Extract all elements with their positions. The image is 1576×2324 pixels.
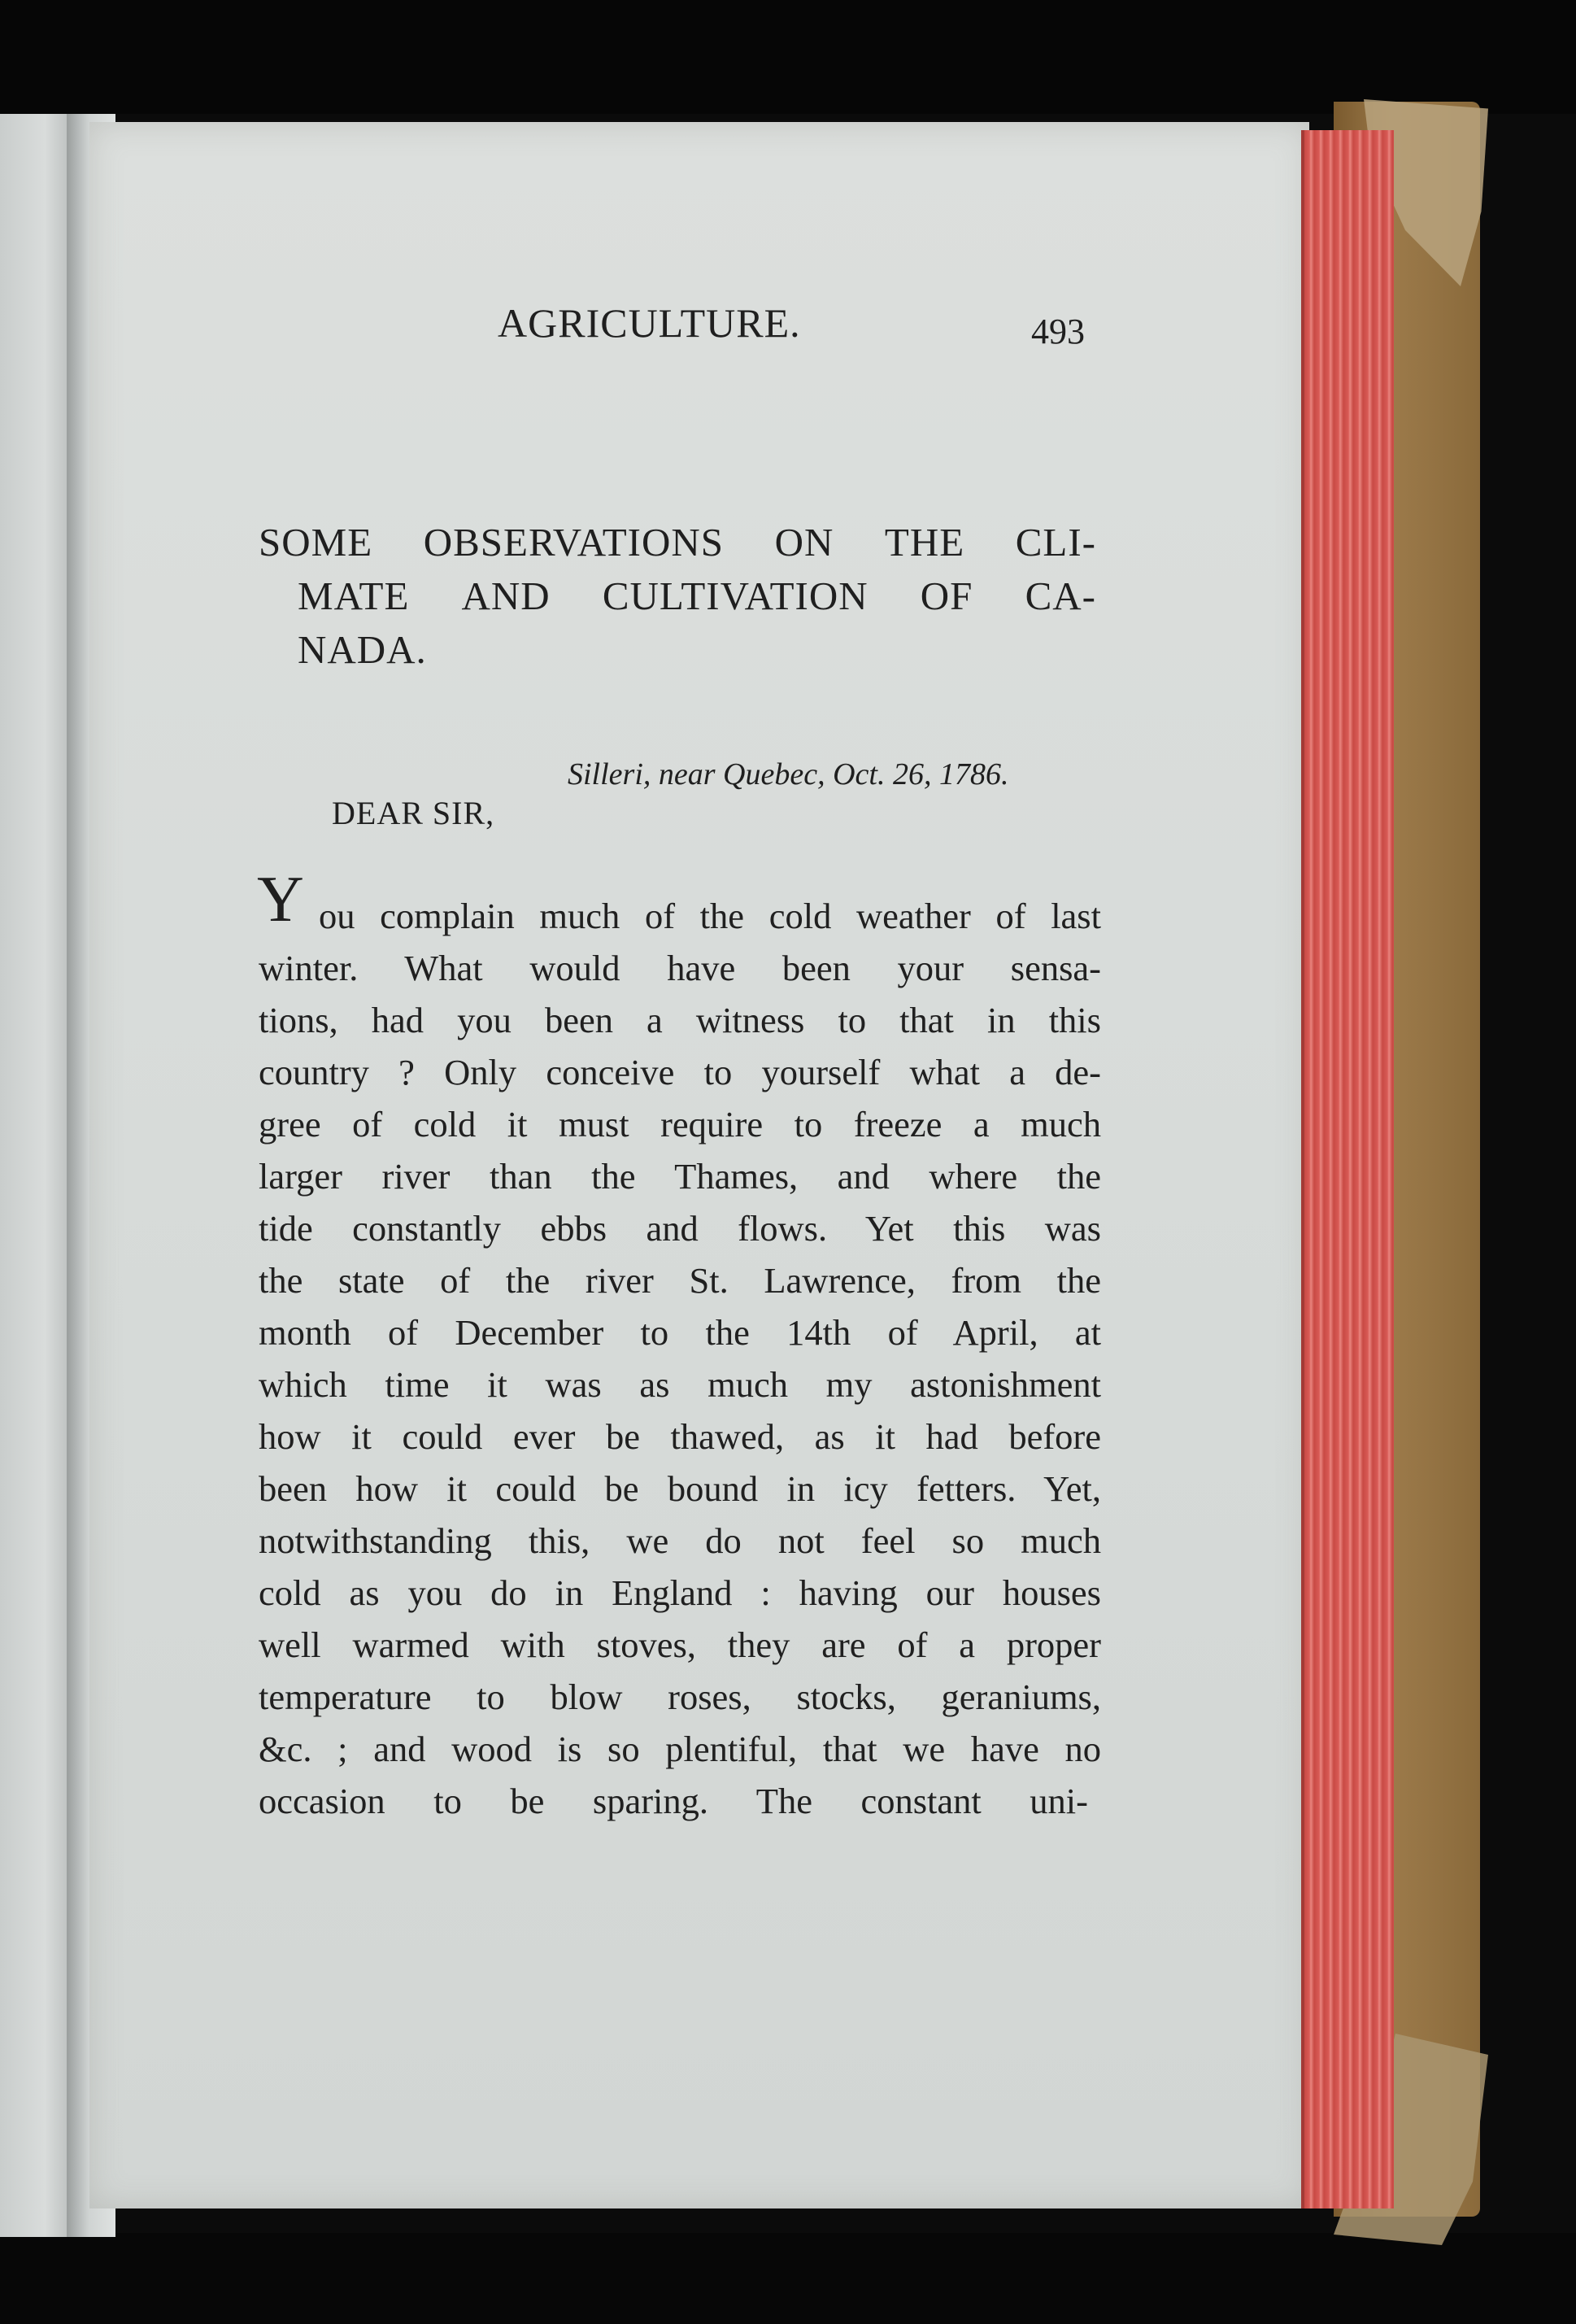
title-word: SOME	[259, 520, 373, 565]
running-head: AGRICULTURE.	[498, 300, 801, 346]
title-word: CULTIVATION	[602, 573, 869, 618]
title-word: OF	[920, 573, 973, 618]
scan-background-top	[0, 0, 1576, 114]
title-word: CLI-	[1015, 520, 1096, 565]
title-word: OBSERVATIONS	[423, 520, 725, 565]
body-line: well warmed with stoves, they are of a proper	[259, 1624, 1101, 1665]
body-line: tions, had you been a witness to that in this	[259, 1000, 1101, 1040]
body-line: been how it could be bound in icy fetters. Yet,	[259, 1468, 1101, 1509]
red-page-edges	[1301, 130, 1394, 2208]
body-line: which time it was as much my astonishment	[259, 1364, 1101, 1405]
scan-background-bottom	[0, 2233, 1576, 2324]
facing-page	[0, 114, 75, 2237]
salutation: DEAR SIR,	[332, 795, 495, 831]
body-line: gree of cold it must require to freeze a much	[259, 1104, 1101, 1145]
article-title-line-1	[259, 519, 1096, 568]
drop-cap: Y	[257, 864, 304, 935]
body-line: country ? Only conceive to yourself what a de-	[259, 1052, 1101, 1092]
dateline: Silleri, near Quebec, Oct. 26, 1786.	[568, 757, 1009, 791]
body-line: the state of the river St. Lawrence, from the	[259, 1260, 1101, 1301]
body-line: &c. ; and wood is so plentiful, that we have no	[259, 1729, 1101, 1769]
body-line: tide constantly ebbs and flows. Yet this was	[259, 1208, 1101, 1249]
body-line: occasion to be sparing. The constant uni-	[259, 1781, 1088, 1821]
title-word: THE	[884, 520, 965, 565]
title-word: CA-	[1025, 573, 1096, 618]
body-line: winter. What would have been your sensa-	[259, 948, 1101, 988]
body-line: cold as you do in England : having our houses	[259, 1572, 1101, 1613]
title-word: ON	[774, 520, 834, 565]
body-line: month of December to the 14th of April, at	[259, 1312, 1101, 1353]
body-line: notwithstanding this, we do not feel so much	[259, 1520, 1101, 1561]
body-line: ou complain much of the cold weather of last	[319, 896, 1101, 936]
title-word: MATE	[298, 573, 410, 618]
body-line: how it could ever be thawed, as it had before	[259, 1416, 1101, 1457]
article-title-line-2	[298, 573, 1096, 621]
body-line: temperature to blow roses, stocks, geraniums,	[259, 1677, 1101, 1717]
title-word: AND	[461, 573, 551, 618]
body-line: larger river than the Thames, and where the	[259, 1156, 1101, 1197]
article-title-line-3: NADA.	[298, 627, 427, 672]
page-number: 493	[1031, 312, 1085, 351]
